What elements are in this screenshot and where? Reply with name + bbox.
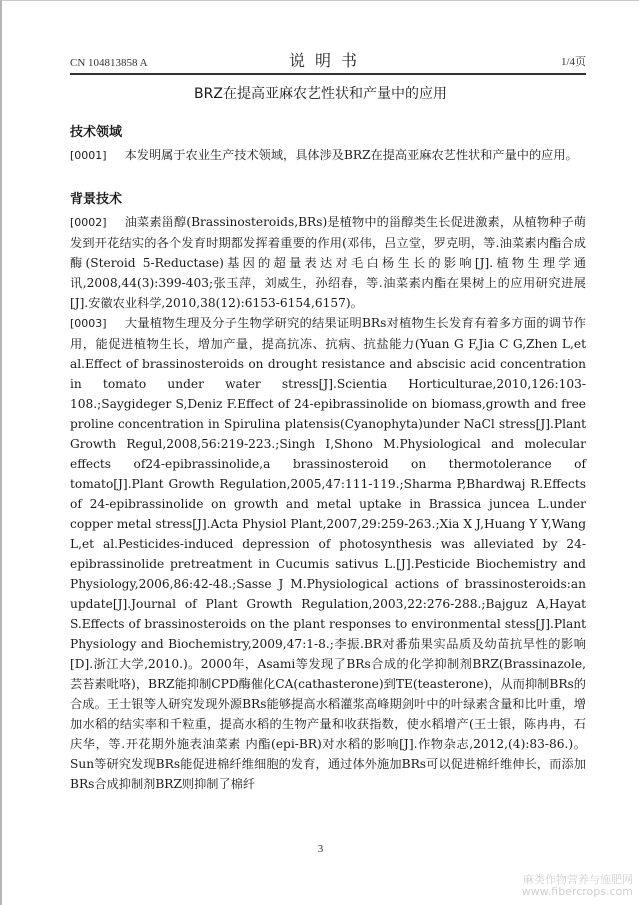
section-heading-background: 背景技术: [70, 192, 123, 207]
paragraph-text: 本发明属于农业生产技术领域，具体涉及BRZ在提高亚麻农艺性状和产量中的应用。: [124, 148, 578, 162]
section-heading-technical-field: 技术领域: [70, 125, 123, 140]
paragraph-text: 油菜素甾醇(Brassinosteroids,BRs)是植物中的甾醇类生长促进激素，从植物种子萌发到开花结实的各个发育时期都发挥着重要的作用(邓伟，吕立堂，罗克明，等.油菜素内酯合成酶(Steroid 5-Reductase)基因的超量表达对毛白杨生长的影响[J].植物生理学通讯,2008,44(3):399-403;张玉萍，刘威生，孙绍春，等.油菜素内酯在果树上的应用研究进展[J].安徽农业科学,2010,38(12):6153-6154,6157)。: [70, 215, 586, 310]
paragraph-number: [0003]: [70, 317, 107, 330]
paragraph-number: [0001]: [70, 149, 107, 162]
document-body: [70, 119, 586, 794]
paragraph-0002: [70, 212, 586, 313]
paragraph-text: 大量植物生理及分子生物学研究的结果证明BRs对植物生长发育有着多方面的调节作用，能促进植物生长，增加产量，提高抗冻、抗病、抗盐能力(Yuan G F,Jia C G,Zhen L,et al.Effect of brassinosteroids on drought resistance and abscisic acid concentration in tomato under water stress[J].Scientia Horticulturae,2010,126:103-108.;Saygideger S,Deniz F.Effect of 24-epibrassinolide on biomass,growth and free proline concentration in Spirulina platensis(Cyanophyta)under NaCl stress[J].Plant Growth Regul,2008,56:219-223.;Singh I,Shono M.Physiological and molecular effects of24-epibrassinolide,a brassinosteroid on thermotolerance of tomato[J].Plant Growth Regulation,2005,47:111-119.;Sharma P,Bhardwaj R.Effects of 24-epibrassinolide on growth and metal uptake in Brassica juncea L.under copper metal stress[J].Acta Physiol Plant,2007,29:259-263.;Xia X J,Huang Y Y,Wang L,et al.Pesticides-induced depression of photosynthesis was alleviated by 24-epibrassinolide pretreatment in Cucumis sativus L.[J].Pesticide Biochemistry and Physiology,2006,86:42-48.;Sasse J M.Physiological actions of brassinosteroids:an update[J].Journal of Plant Growth Regulation,2003,22:276-288.;Bajguz A,Hayat S.Effects of brassinosteroids on the plant responses to environmental stess[J].Plant Physiology and Biochemistry,2009,47:1-8.;李振.BR对番茄果实品质及幼苗抗旱性的影响[D].浙江大学,2010.)。2000年，Asami等发现了BRs合成的化学抑制剂BRZ(Brassinazole,芸苔素吡咯)，BRZ能抑制CPD酶催化CA(cathasterone)到TE(teasterone)，从而抑制BRs的合成。王士银等人研究发现外源BRs能够提高水稻灌浆高峰期剑叶中的叶绿素含量和比叶重，增加水稻的结实率和千粒重，提高水稻的生物产量和收获指数，使水稻增产(王士银，陈冉冉，石庆华，等.开花期外施表油菜素 内酯(epi-BR)对水稻的影响[J].作物杂志,2012,(4):83-86.)。Sun等研究发现BRs能促进棉纤维细胞的发育，通过体外施加BRs可以促进棉纤维伸长，而添加BRs合成抑制剂BRZ则抑制了棉纤: [70, 316, 586, 791]
section-gap: [70, 166, 586, 186]
paragraph-0001: [70, 145, 586, 166]
watermark-url: www.fibercrops.com: [521, 885, 633, 898]
paragraph-number: [0002]: [70, 216, 107, 229]
document-title: BRZ在提高亚麻农艺性状和产量中的应用: [194, 86, 447, 102]
page-indicator: 1/4页: [560, 56, 586, 68]
section-title: 说明书: [288, 51, 367, 70]
paragraph-0003: [70, 313, 586, 794]
watermark-site-name: 麻类作物营养与施肥网: [523, 873, 633, 886]
page-header: [70, 41, 586, 73]
header-rule: [70, 73, 586, 75]
patent-number: CN 104813858 A: [70, 57, 148, 69]
page-number: 3: [317, 843, 324, 855]
watermark: [522, 874, 633, 898]
